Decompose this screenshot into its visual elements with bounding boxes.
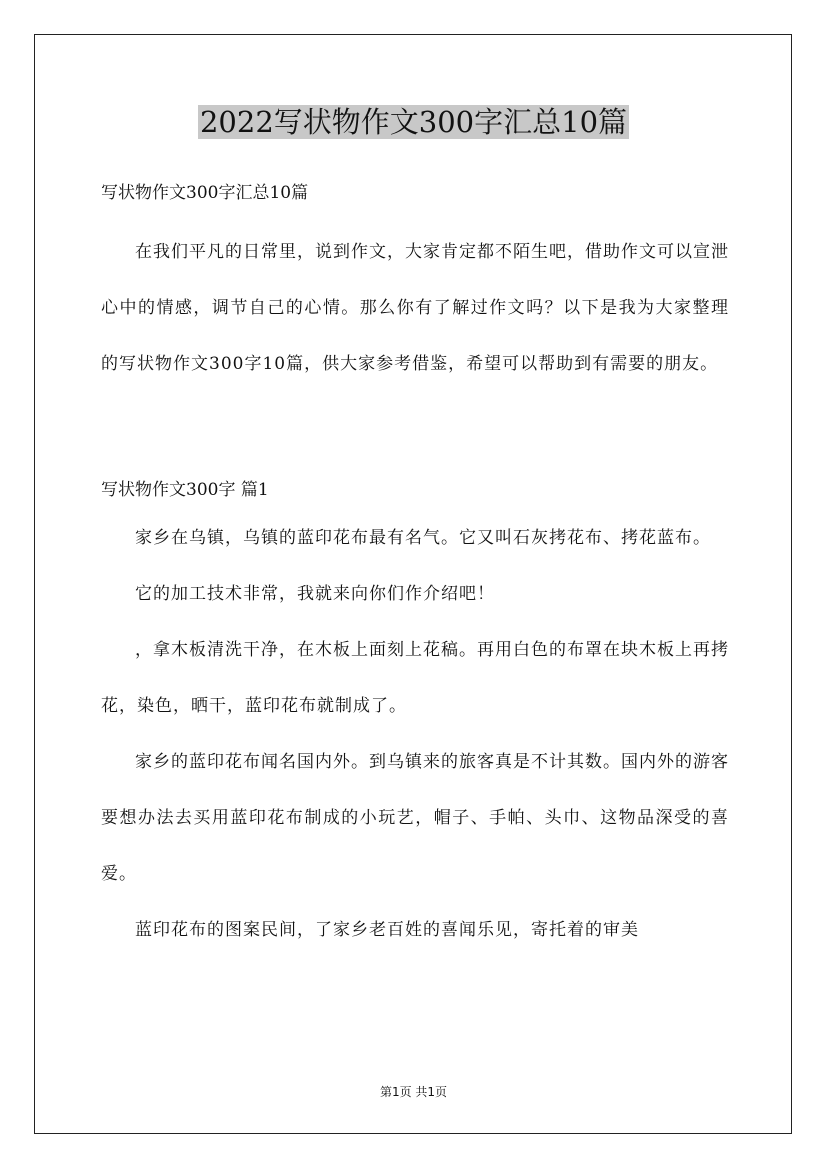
intro-paragraph: 在我们平凡的日常里，说到作文，大家肯定都不陌生吧，借助作文可以宣泄心中的情感，调节自己的心情。那么你有了解过作文吗？以下是我为大家整理的写状物作文300字10篇，供大家参考借鉴，希望可以帮助到有需要的朋友。 [101, 242, 729, 374]
body-paragraph: 它的加工技术非常，我就来向你们作介绍吧！ [135, 584, 495, 604]
page-footer: 第1页 共1页 [379, 1085, 448, 1099]
body-paragraph: 家乡在乌镇，乌镇的蓝印花布最有名气。它又叫石灰拷花布、拷花蓝布。 [135, 528, 711, 548]
body-paragraph: 家乡的蓝印花布闻名国内外。到乌镇来的旅客真是不计其数。国内外的游客要想办法去买用蓝印花布制成的小玩艺，帽子、手帕、头巾、这物品深受的喜爱。 [101, 752, 729, 884]
document-title-text: 2022写状物作文300字汇总10篇 [199, 105, 628, 139]
document-title [0, 100, 827, 144]
section-gap [101, 392, 729, 470]
body-paragraph: ，拿木板清洗干净，在木板上面刻上花稿。再用白色的布罩在块木板上再拷花，染色，晒干，蓝印花布就制成了。 [101, 640, 729, 716]
body-paragraph: 蓝印花布的图案民间，了家乡老百姓的喜闻乐见，寄托着的审美 [135, 920, 639, 940]
document-subtitle: 写状物作文300字汇总10篇 [101, 183, 309, 203]
section-heading: 写状物作文300字 篇1 [101, 480, 269, 500]
document-body [101, 170, 729, 958]
